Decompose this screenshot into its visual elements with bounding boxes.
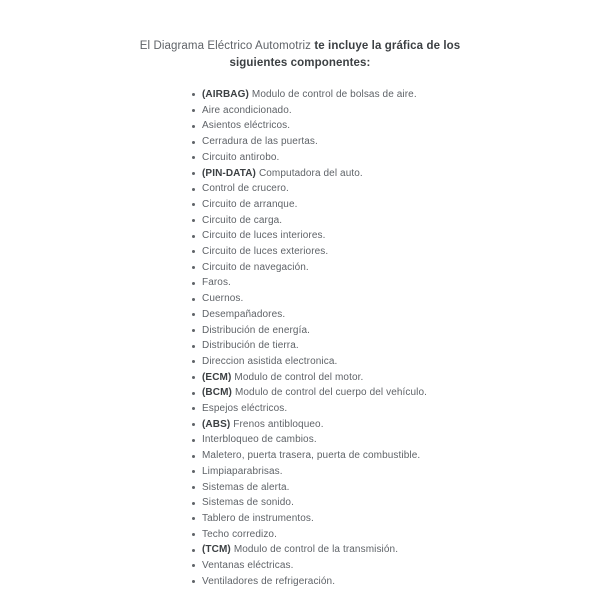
component-text [202, 197, 297, 213]
list-item [192, 464, 427, 480]
list-item [192, 354, 427, 370]
component-label: Cerradura de las puertas. [202, 136, 318, 148]
component-label: Maletero, puerta trasera, puerta de combustible. [202, 450, 421, 462]
component-text [202, 244, 328, 260]
component-label: Distribución de tierra. [202, 340, 299, 352]
component-label: Circuito de arranque. [202, 198, 298, 210]
bullet-icon [192, 486, 195, 489]
bullet-icon [192, 533, 195, 536]
bullet-icon [192, 423, 195, 426]
list-item [192, 244, 427, 260]
page-title [0, 38, 600, 72]
component-text [202, 464, 283, 480]
list-item [192, 401, 427, 417]
component-text [202, 118, 290, 134]
component-text [202, 385, 427, 401]
title-bold-part: te incluye la gráfica de los siguientes componentes: [229, 40, 461, 69]
component-text [202, 558, 294, 574]
bullet-icon [192, 313, 195, 316]
list-item [192, 166, 427, 182]
bullet-icon [192, 156, 195, 159]
component-text [202, 150, 279, 166]
bullet-icon [192, 470, 195, 473]
component-text [202, 542, 398, 558]
component-label: Ventanas eléctricas. [202, 560, 294, 572]
bullet-icon [192, 580, 195, 583]
list-item [192, 118, 427, 134]
component-label: Aire acondicionado. [202, 104, 292, 116]
component-text [202, 495, 294, 511]
component-text [202, 338, 299, 354]
component-text [202, 260, 309, 276]
bullet-icon [192, 298, 195, 301]
component-label: Techo corredizo. [202, 528, 277, 540]
page-title-text [116, 38, 484, 72]
list-item [192, 87, 427, 103]
component-code: (ABS) [202, 418, 231, 430]
component-code: (BCM) [202, 387, 232, 399]
component-text [202, 134, 318, 150]
component-label: Faros. [202, 277, 231, 289]
bullet-icon [192, 360, 195, 363]
list-item [192, 213, 427, 229]
component-text [202, 370, 363, 386]
list-item [192, 417, 427, 433]
bullet-icon [192, 549, 195, 552]
bullet-icon [192, 188, 195, 191]
component-label: Sistemas de sonido. [202, 497, 294, 509]
component-text [202, 323, 310, 339]
component-label: Circuito de navegación. [202, 261, 309, 273]
component-list [192, 87, 427, 590]
list-item [192, 574, 427, 590]
bullet-icon [192, 455, 195, 458]
bullet-icon [192, 392, 195, 395]
list-item [192, 385, 427, 401]
component-label: Control de crucero. [202, 183, 289, 195]
list-item [192, 527, 427, 543]
list-item [192, 480, 427, 496]
component-text [202, 291, 243, 307]
component-text [202, 527, 277, 543]
component-text [202, 401, 287, 417]
list-item [192, 197, 427, 213]
component-label: Limpiaparabrisas. [202, 465, 283, 477]
list-item [192, 260, 427, 276]
component-label: Modulo de control de la transmisión. [233, 544, 399, 556]
bullet-icon [192, 502, 195, 505]
component-code: (ECM) [202, 371, 232, 383]
bullet-icon [192, 203, 195, 206]
component-label: Frenos antibloqueo. [233, 418, 324, 430]
component-label: Sistemas de alerta. [202, 481, 290, 493]
component-label: Circuito de luces exteriores. [202, 246, 329, 258]
component-label: Modulo de control del motor. [234, 371, 364, 383]
component-label: Cuernos. [202, 293, 244, 305]
bullet-icon [192, 219, 195, 222]
component-text [202, 103, 292, 119]
component-text [202, 354, 337, 370]
component-label: Computadora del auto. [258, 167, 363, 179]
list-item [192, 228, 427, 244]
bullet-icon [192, 141, 195, 144]
component-label: Circuito de carga. [202, 214, 283, 226]
title-regular-part: El Diagrama Eléctrico Automotriz [139, 40, 315, 52]
component-label: Distribución de energía. [202, 324, 311, 336]
component-label: Tablero de instrumentos. [202, 512, 314, 524]
component-text [202, 417, 324, 433]
bullet-icon [192, 93, 195, 96]
bullet-icon [192, 439, 195, 442]
component-label: Direccion asistida electronica. [202, 355, 338, 367]
component-label: Modulo de control del cuerpo del vehículo. [234, 387, 428, 399]
component-label: Circuito de luces interiores. [202, 230, 326, 242]
component-label: Interbloqueo de cambios. [202, 434, 317, 446]
component-text [202, 87, 417, 103]
component-text [202, 511, 314, 527]
bullet-icon [192, 564, 195, 567]
list-item [192, 432, 427, 448]
component-label: Asientos eléctricos. [202, 120, 291, 132]
component-code: (AIRBAG) [202, 89, 249, 100]
list-item [192, 134, 427, 150]
bullet-icon [192, 125, 195, 128]
bullet-icon [192, 172, 195, 175]
list-item [192, 307, 427, 323]
component-text [202, 275, 231, 291]
list-item [192, 181, 427, 197]
list-item [192, 150, 427, 166]
component-code: (PIN-DATA) [202, 167, 256, 179]
component-label: Modulo de control de bolsas de aire. [251, 89, 417, 100]
list-item [192, 495, 427, 511]
bullet-icon [192, 266, 195, 269]
bullet-icon [192, 517, 195, 520]
component-text [202, 228, 326, 244]
component-label: Desempañadores. [202, 308, 286, 320]
component-text [202, 166, 363, 182]
component-text [202, 181, 289, 197]
component-text [202, 213, 282, 229]
component-text [202, 448, 420, 464]
list-item [192, 103, 427, 119]
list-item [192, 338, 427, 354]
component-text [202, 307, 285, 323]
component-label: Ventiladores de refrigeración. [202, 575, 336, 587]
bullet-icon [192, 407, 195, 410]
list-item [192, 323, 427, 339]
component-label: Circuito antirobo. [202, 151, 280, 163]
component-label: Espejos eléctricos. [202, 403, 288, 415]
list-item [192, 542, 427, 558]
bullet-icon [192, 345, 195, 348]
list-item [192, 275, 427, 291]
bullet-icon [192, 376, 195, 379]
bullet-icon [192, 235, 195, 238]
component-text [202, 432, 317, 448]
component-text [202, 480, 290, 496]
list-item [192, 558, 427, 574]
list-item [192, 291, 427, 307]
bullet-icon [192, 282, 195, 285]
bullet-icon [192, 329, 195, 332]
component-code: (TCM) [202, 544, 231, 556]
list-item [192, 448, 427, 464]
list-item [192, 511, 427, 527]
bullet-icon [192, 250, 195, 253]
component-text [202, 574, 335, 590]
list-item [192, 370, 427, 386]
bullet-icon [192, 109, 195, 112]
